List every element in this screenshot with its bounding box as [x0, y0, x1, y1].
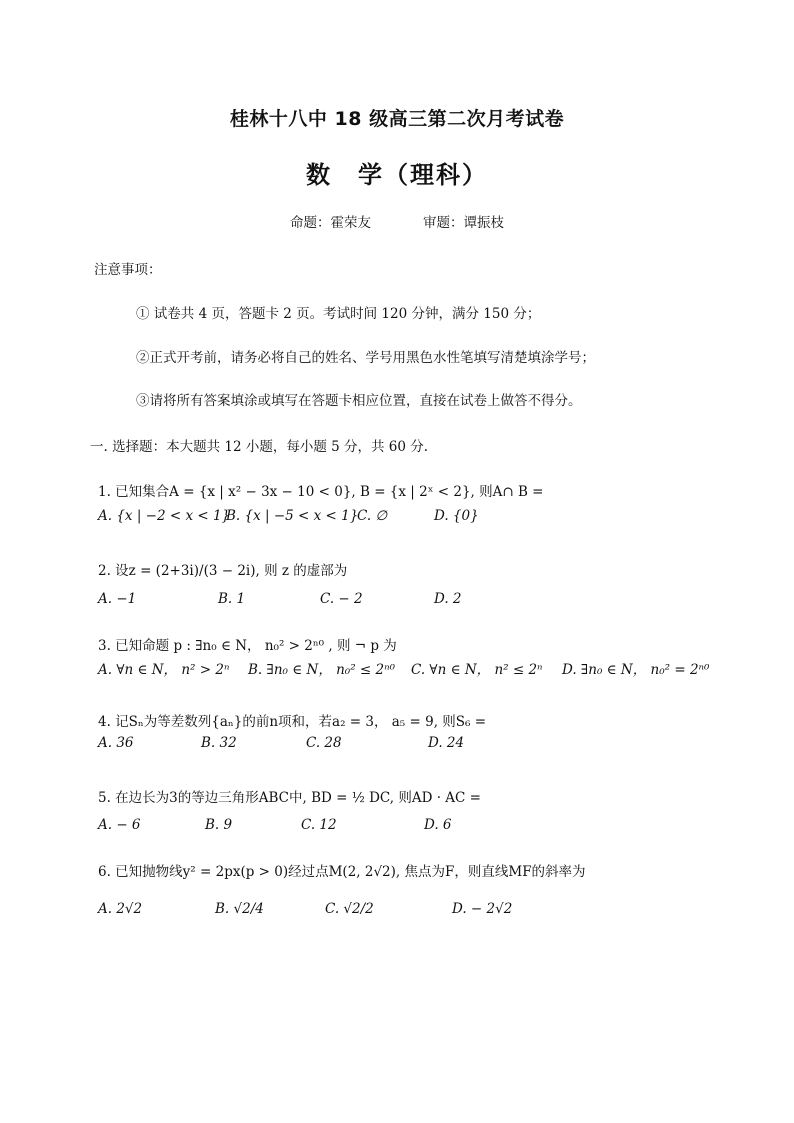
option-b: B. 1 — [218, 591, 246, 607]
exam-title: 桂林十八中 18 级高三第二次月考试卷 — [229, 108, 565, 130]
notice-item: ③请将所有答案填涂或填写在答题卡相应位置，直接在试卷上做答不得分。 — [136, 393, 582, 409]
option-c: C. 12 — [301, 817, 337, 833]
question-stem: 3. 已知命题 p : ∃n₀ ∈ N， n₀² > 2ⁿ⁰ , 则 ¬ p 为 — [98, 638, 397, 654]
option-a: A. − 6 — [98, 817, 141, 833]
notice-item: ②正式开考前，请务必将自己的姓名、学号用黑色水性笔填写清楚填涂学号； — [136, 350, 595, 366]
option-d: D. {0} — [434, 508, 479, 524]
option-c: C. ∀n ∈ N， n² ≤ 2ⁿ — [411, 662, 543, 678]
notice-item: ① 试卷共 4 页，答题卡 2 页。考试时间 120 分钟，满分 150 分； — [136, 306, 541, 322]
option-c: C. − 2 — [320, 591, 363, 607]
option-d: D. 24 — [428, 735, 465, 751]
question-stem: 4. 记Sₙ为等差数列{aₙ}的前n项和，若a₂ = 3， a₅ = 9, 则S₆ = — [98, 714, 487, 730]
option-d: D. − 2√2 — [452, 901, 513, 917]
option-c: C. ∅ — [357, 508, 388, 524]
question-stem: 5. 在边长为3的等边三角形ABC中, BD = ½ DC, 则AD · AC = — [98, 790, 481, 806]
option-a: A. 36 — [98, 735, 134, 751]
option-a: A. ∀n ∈ N， n² > 2ⁿ — [98, 662, 230, 678]
notice-heading: 注意事项： — [94, 262, 162, 278]
question-stem: 6. 已知抛物线y² = 2px(p > 0)经过点M(2, 2√2), 焦点为F，则直线MF的斜率为 — [98, 864, 586, 880]
section-heading: 一. 选择题：本大题共 12 小题，每小题 5 分，共 60 分. — [90, 439, 429, 455]
option-b: B. 9 — [205, 817, 233, 833]
option-d: D. 2 — [434, 591, 462, 607]
option-a: A. {x | −2 < x < 1} — [98, 508, 231, 524]
option-b: B. ∃n₀ ∈ N， n₀² ≤ 2ⁿ⁰ — [248, 662, 395, 678]
option-b: B. √2/4 — [215, 901, 264, 917]
option-c: C. 28 — [306, 735, 342, 751]
exam-subtitle: 数 学（理科） — [306, 161, 488, 189]
option-b: B. {x | −5 < x < 1} — [226, 508, 359, 524]
option-c: C. √2/2 — [325, 901, 374, 917]
authors-line — [0, 211, 794, 231]
author: 命题：霍荣友 — [290, 215, 371, 231]
option-a: A. −1 — [98, 591, 137, 607]
option-a: A. 2√2 — [98, 901, 143, 917]
question-stem: 1. 已知集合A = {x | x² − 3x − 10 < 0}, B = {x | 2ˣ < 2}, 则A∩ B = — [98, 484, 544, 500]
option-d: D. 6 — [424, 817, 452, 833]
option-b: B. 32 — [201, 735, 237, 751]
reviewer: 审题：谭振枝 — [423, 215, 504, 231]
question-stem: 2. 设z = (2+3i)/(3 − 2i), 则 z 的虚部为 — [98, 563, 348, 579]
option-d: D. ∃n₀ ∈ N， n₀² = 2ⁿ⁰ — [562, 662, 710, 678]
